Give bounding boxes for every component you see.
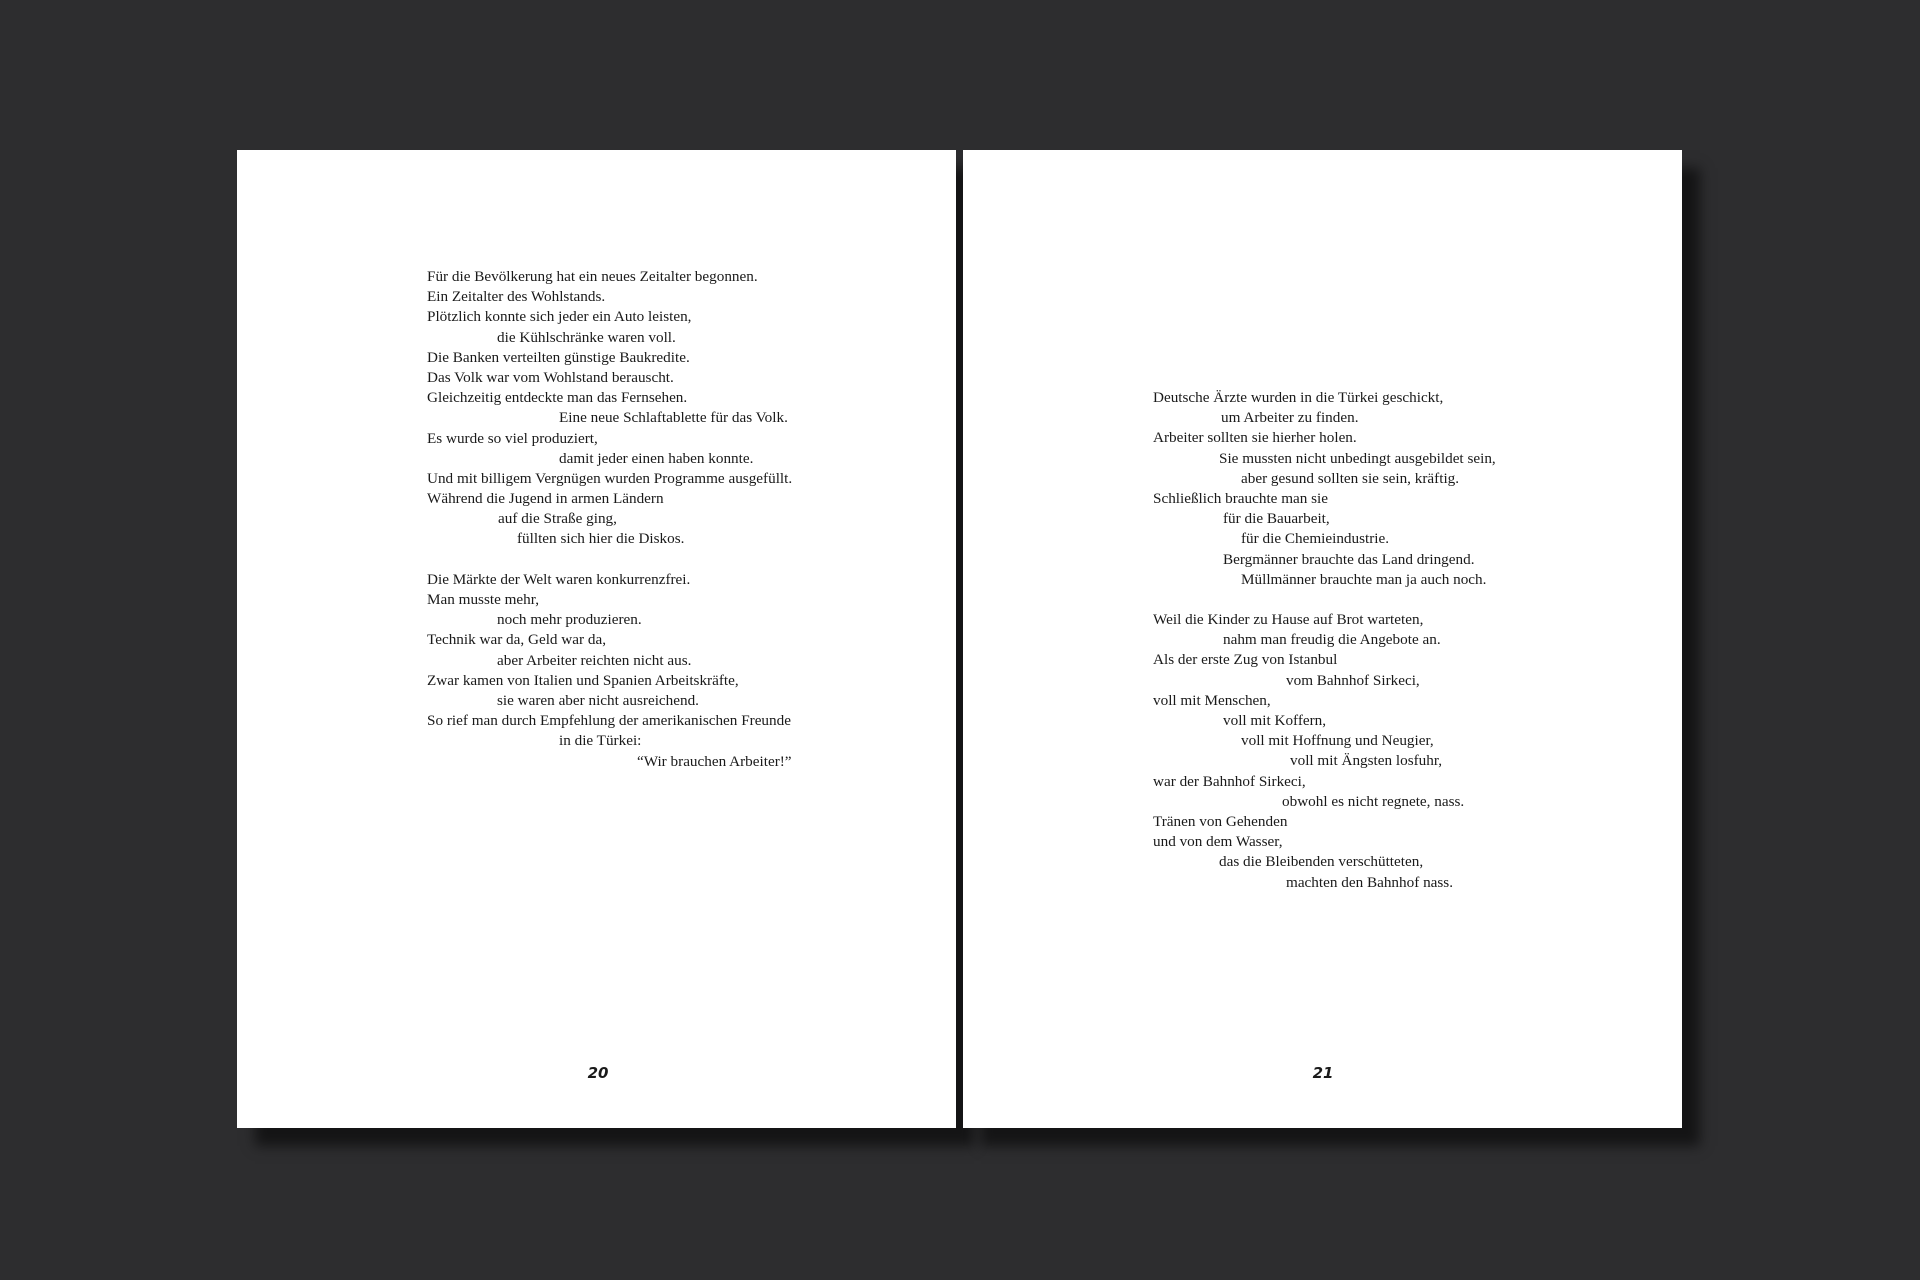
poem-line: Arbeiter sollten sie hierher holen. [1153, 429, 1357, 447]
poem-line: Bergmänner brauchte das Land dringend. [1223, 550, 1475, 568]
poem-line: Für die Bevölkerung hat ein neues Zeitalter begonnen. [427, 268, 758, 285]
poem-line: Das Volk war vom Wohlstand berauscht. [427, 368, 674, 386]
poem-line: Man musste mehr, [427, 591, 540, 608]
poem-line: Während die Jugend in armen Ländern [427, 490, 664, 508]
poem-line: Müllmänner brauchte man ja auch noch. [1241, 570, 1487, 588]
poem-line: obwohl es nicht regnete, nass. [1282, 792, 1465, 810]
poem-line: Es wurde so viel produziert, [427, 429, 598, 447]
poem-line: Eine neue Schlaftablette für das Volk. [559, 409, 788, 427]
poem-line: Tränen von Gehenden [1153, 812, 1288, 830]
poem-line: voll mit Ängsten losfuhr, [1290, 752, 1443, 770]
poem-line: aber Arbeiter reichten nicht aus. [497, 651, 692, 669]
poem-line: nahm man freudig die Angebote an. [1223, 631, 1441, 649]
page-number: 21 [1312, 1064, 1334, 1082]
poem-line: das die Bleibenden verschütteten, [1219, 853, 1424, 871]
poem-line: vom Bahnhof Sirkeci, [1286, 671, 1420, 689]
poem-line: voll mit Hoffnung und Neugier, [1241, 732, 1434, 750]
poem-line: Und mit billigem Vergnügen wurden Programme ausgefüllt. [427, 469, 793, 487]
poem-line: So rief man durch Empfehlung der amerikanischen Freunde [427, 712, 791, 730]
poem-line: “Wir brauchen Arbeiter!” [637, 752, 792, 770]
poem-line: voll mit Menschen, [1153, 691, 1271, 709]
stanza-break [1153, 590, 1496, 610]
poem-line: war der Bahnhof Sirkeci, [1153, 772, 1306, 790]
poem-line: Sie mussten nicht unbedingt ausgebildet sein, [1219, 449, 1496, 467]
poem-line: Plötzlich konnte sich jeder ein Auto leisten, [427, 308, 692, 326]
poem-line: Die Märkte der Welt waren konkurrenzfrei. [427, 570, 691, 588]
poem-line: für die Bauarbeit, [1223, 510, 1330, 528]
poem-line: Technik war da, Geld war da, [427, 631, 607, 649]
poem-line: Weil die Kinder zu Hause auf Brot warteten, [1153, 611, 1424, 629]
poem-line: Deutsche Ärzte wurden in die Türkei geschickt, [1153, 389, 1444, 406]
poem-line: auf die Straße ging, [498, 510, 617, 528]
poem-line: in die Türkei: [559, 732, 642, 750]
poem-line: aber gesund sollten sie sein, kräftig. [1241, 469, 1460, 487]
poem-line: Gleichzeitig entdeckte man das Fernsehen. [427, 389, 688, 407]
poem-line: um Arbeiter zu finden. [1221, 409, 1359, 427]
left-page [237, 150, 956, 1128]
poem-line: Ein Zeitalter des Wohlstands. [427, 288, 606, 306]
right-page [963, 150, 1682, 1128]
poem-line: damit jeder einen haben konnte. [559, 449, 754, 467]
poem-line: noch mehr produzieren. [497, 611, 642, 629]
poem-line: voll mit Koffern, [1223, 712, 1327, 729]
right-page-poem [1153, 388, 1496, 893]
stanza-break [427, 550, 792, 570]
poem-line: machten den Bahnhof nass. [1286, 873, 1454, 891]
poem-line: die Kühlschränke waren voll. [497, 328, 676, 346]
poem-line: für die Chemieindustrie. [1241, 530, 1390, 548]
poem-line: füllten sich hier die Diskos. [517, 530, 685, 548]
left-page-poem [427, 267, 792, 772]
poem-line: Schließlich brauchte man sie [1153, 489, 1329, 507]
poem-line: sie waren aber nicht ausreichend. [497, 691, 699, 709]
poem-line: und von dem Wasser, [1153, 833, 1283, 851]
poem-line: Zwar kamen von Italien und Spanien Arbeitskräfte, [427, 671, 739, 689]
poem-line: Als der erste Zug von Istanbul [1153, 651, 1338, 669]
page-number: 20 [587, 1064, 609, 1082]
poem-line: Die Banken verteilten günstige Baukredite. [427, 348, 690, 366]
